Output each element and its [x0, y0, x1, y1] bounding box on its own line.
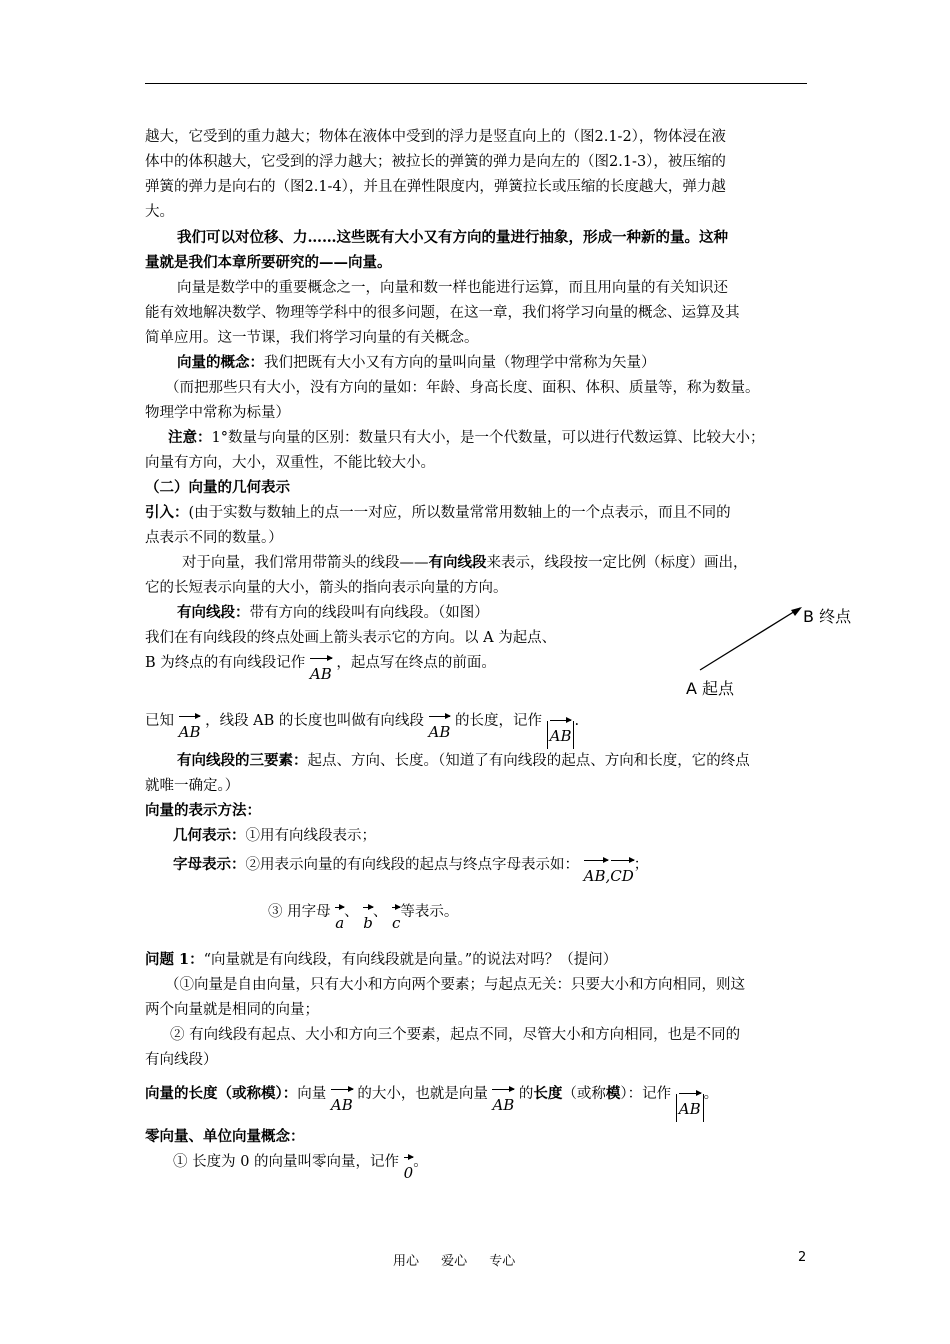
- bold-text-line: 我们可以对位移、力……这些既有大小又有方向的量进行抽象，形成一种新的量。这种: [177, 229, 728, 246]
- magnitude-ab: [676, 1094, 704, 1122]
- vector-text: 0: [403, 1164, 414, 1182]
- text-line: 有向线段）: [145, 1052, 218, 1068]
- vector-text: AB: [178, 723, 201, 741]
- geo-text: ①用有向线段表示；: [245, 828, 376, 844]
- vector-text: AB: [492, 1096, 515, 1114]
- intro-line-3: [182, 553, 748, 573]
- vector-ab: [679, 1095, 701, 1119]
- text-span: 等表示。: [400, 904, 459, 920]
- length-line: [145, 1084, 718, 1122]
- start-label: A 起点: [686, 679, 735, 698]
- text-span: 向量: [297, 1086, 327, 1102]
- vector-text: AB,CD: [583, 867, 634, 885]
- zero-title: 零向量、单位向量概念：: [145, 1128, 305, 1145]
- three-line: [177, 751, 750, 771]
- vector-ab: [550, 722, 572, 746]
- q1-label: 问题 1：: [145, 951, 204, 968]
- vector-text: AB: [678, 1100, 701, 1118]
- vector-ab: [492, 1091, 514, 1115]
- text-line: 弹簧的弹力是向右的（图2.1-4），并且在弹性限度内，弹簧拉长或压缩的长度越大，弹力越: [145, 179, 726, 195]
- three-label: 有向线段的三要素：: [177, 752, 308, 769]
- text-span: 已知: [145, 713, 174, 729]
- text-span: （或称: [562, 1086, 606, 1102]
- text-span: .: [574, 713, 580, 729]
- text-span: 、: [344, 904, 359, 920]
- vector-text: AB: [330, 1096, 353, 1114]
- text-span: ③ 用字母: [268, 904, 331, 920]
- text-span: ，线段 AB 的长度也叫做有向线段: [205, 713, 424, 729]
- intro-line: [145, 503, 731, 523]
- text-line: 两个向量就是相同的向量；: [145, 1002, 319, 1018]
- concept-label: 向量的概念：: [177, 354, 264, 371]
- text-line: 物理学中常称为标量）: [145, 405, 290, 421]
- concept-text: 我们把既有大小又有方向的量叫向量（物理学中常称为矢量）: [264, 355, 656, 371]
- text-line: 点表示不同的数量。）: [145, 530, 283, 546]
- q1-text: “向量就是有向线段，有向线段就是向量。”的说法对吗？（提问）: [203, 952, 618, 968]
- text-span: ，起点写在终点的前面。: [336, 655, 496, 671]
- vector-text: AB: [549, 727, 572, 745]
- text-line: 能有效地解决数学、物理等学科中的很多问题，在这一章，我们将学习向量的概念、运算及其: [145, 305, 740, 321]
- text-line: 越大，它受到的重力越大；物体在液体中受到的浮力是竖直向上的（图2.1-2），物体浸在液: [145, 129, 726, 145]
- text-line: 体中的体积越大，它受到的浮力越大；被拉长的弹簧的弹力是向左的（图2.1-3），被压缩的: [145, 154, 726, 170]
- text-span: ）：记作: [620, 1086, 672, 1102]
- text-line: （而把那些只有大小，没有方向的量如：年龄、身高长度、面积、体积、质量等，称为数量。: [165, 380, 760, 396]
- concept-line: [177, 353, 656, 373]
- vector-text: AB: [309, 665, 332, 683]
- text-span: ① 长度为 0 的向量叫零向量，记作: [173, 1154, 400, 1170]
- text-span: ；: [633, 857, 649, 873]
- directed-text: 带有方向的线段叫有向线段。（如图）: [249, 605, 489, 621]
- note-line: [168, 428, 764, 448]
- footer-text: 用心 爱心 专心: [393, 1254, 516, 1269]
- text-span: 的长度，记作: [455, 713, 543, 729]
- vector-ab: [429, 718, 451, 742]
- text-span: 的: [518, 1086, 534, 1102]
- intro-text: (由于实数与数轴上的点一一对应，所以数量常常用数轴上的一个点表示，而且不同的: [188, 505, 731, 521]
- vector-text: b: [363, 914, 373, 932]
- vector-ab: [310, 660, 332, 684]
- text-line: 就唯一确定。）: [145, 778, 240, 794]
- letter-line: [173, 855, 648, 886]
- letter-text: ②用表示向量的有向线段的起点与终点字母表示如：: [245, 857, 579, 873]
- text-line: 它的长短表示向量的大小，箭头的指向表示向量的方向。: [145, 580, 508, 596]
- vector-a: [335, 909, 344, 933]
- note-label: 注意：: [168, 429, 212, 446]
- q1-line: [145, 950, 617, 970]
- term-length: 长度: [533, 1085, 563, 1102]
- length-label: 向量的长度（或称模）：: [145, 1085, 298, 1102]
- term-modulus: 模: [605, 1085, 621, 1102]
- term-directed-segment: 有向线段: [428, 554, 487, 571]
- vector-text: c: [392, 914, 401, 932]
- arrow-head-icon: [791, 607, 802, 616]
- directed-label: 有向线段：: [177, 604, 250, 621]
- directed-line: [177, 603, 489, 623]
- bold-text-line: 量就是我们本章所要研究的——向量。: [145, 254, 392, 271]
- header-rule: [145, 83, 807, 84]
- text-span: 。: [703, 1086, 719, 1102]
- text-line: （①向量是自由向量，只有大小和方向两个要素；与起点无关：只要大小和方向相同，则这: [165, 977, 745, 993]
- text-line: 简单应用。这一节课，我们将学习向量的有关概念。: [145, 330, 479, 346]
- magnitude-ab: [547, 721, 575, 749]
- directed-line-3: [145, 653, 496, 684]
- geo-line: [173, 826, 376, 846]
- vector-ab: [331, 1091, 353, 1115]
- geo-label: 几何表示：: [173, 827, 246, 844]
- text-span: 、: [372, 904, 388, 920]
- text-span: 来表示，线段按一定比例（标度）画出，: [486, 555, 748, 571]
- vector-zero: [404, 1159, 414, 1183]
- text-span: 。: [413, 1154, 428, 1170]
- vector-text: a: [335, 914, 345, 932]
- text-line: 我们在有向线段的终点处画上箭头表示它的方向。以 A 为起点、: [145, 630, 557, 646]
- section-title: （二）向量的几何表示: [145, 479, 290, 496]
- directed-line-4: [145, 711, 579, 749]
- text-line: 大。: [145, 204, 174, 220]
- end-label: B 终点: [803, 607, 852, 626]
- three-text: 起点、方向、长度。（知道了有向线段的起点、方向和长度，它的终点: [307, 753, 750, 769]
- text-line: ② 有向线段有起点、大小和方向三个要素，起点不同，尽管大小和方向相同，也是不同的: [170, 1027, 741, 1043]
- text-span: 对于向量，我们常用带箭头的线段——: [182, 555, 429, 571]
- segment-line: [700, 608, 800, 670]
- vector-text: AB: [428, 723, 451, 741]
- repr-title: 向量的表示方法：: [145, 802, 261, 819]
- text-line: 向量是数学中的重要概念之一，向量和数一样也能进行运算，而且用向量的有关知识还: [177, 280, 728, 296]
- note-text: 1°数量与向量的区别：数量只有大小，是一个代数量，可以进行代数运算、比较大小；: [211, 430, 765, 446]
- letter-line-3: [268, 902, 458, 933]
- zero-line: [173, 1152, 428, 1183]
- directed-segment-figure: [690, 600, 810, 680]
- page-number: 2: [798, 1250, 807, 1265]
- vector-ab: [179, 718, 201, 742]
- intro-label: 引入：: [145, 504, 189, 521]
- letter-label: 字母表示：: [173, 856, 246, 873]
- vector-b: [363, 909, 373, 933]
- text-span: 的大小，也就是向量: [357, 1086, 488, 1102]
- text-line: 向量有方向，大小，双重性，不能比较大小。: [145, 455, 435, 471]
- text-span: B 为终点的有向线段记作: [145, 655, 306, 671]
- vector-c: [392, 909, 400, 933]
- vector-ab-cd: [584, 862, 634, 886]
